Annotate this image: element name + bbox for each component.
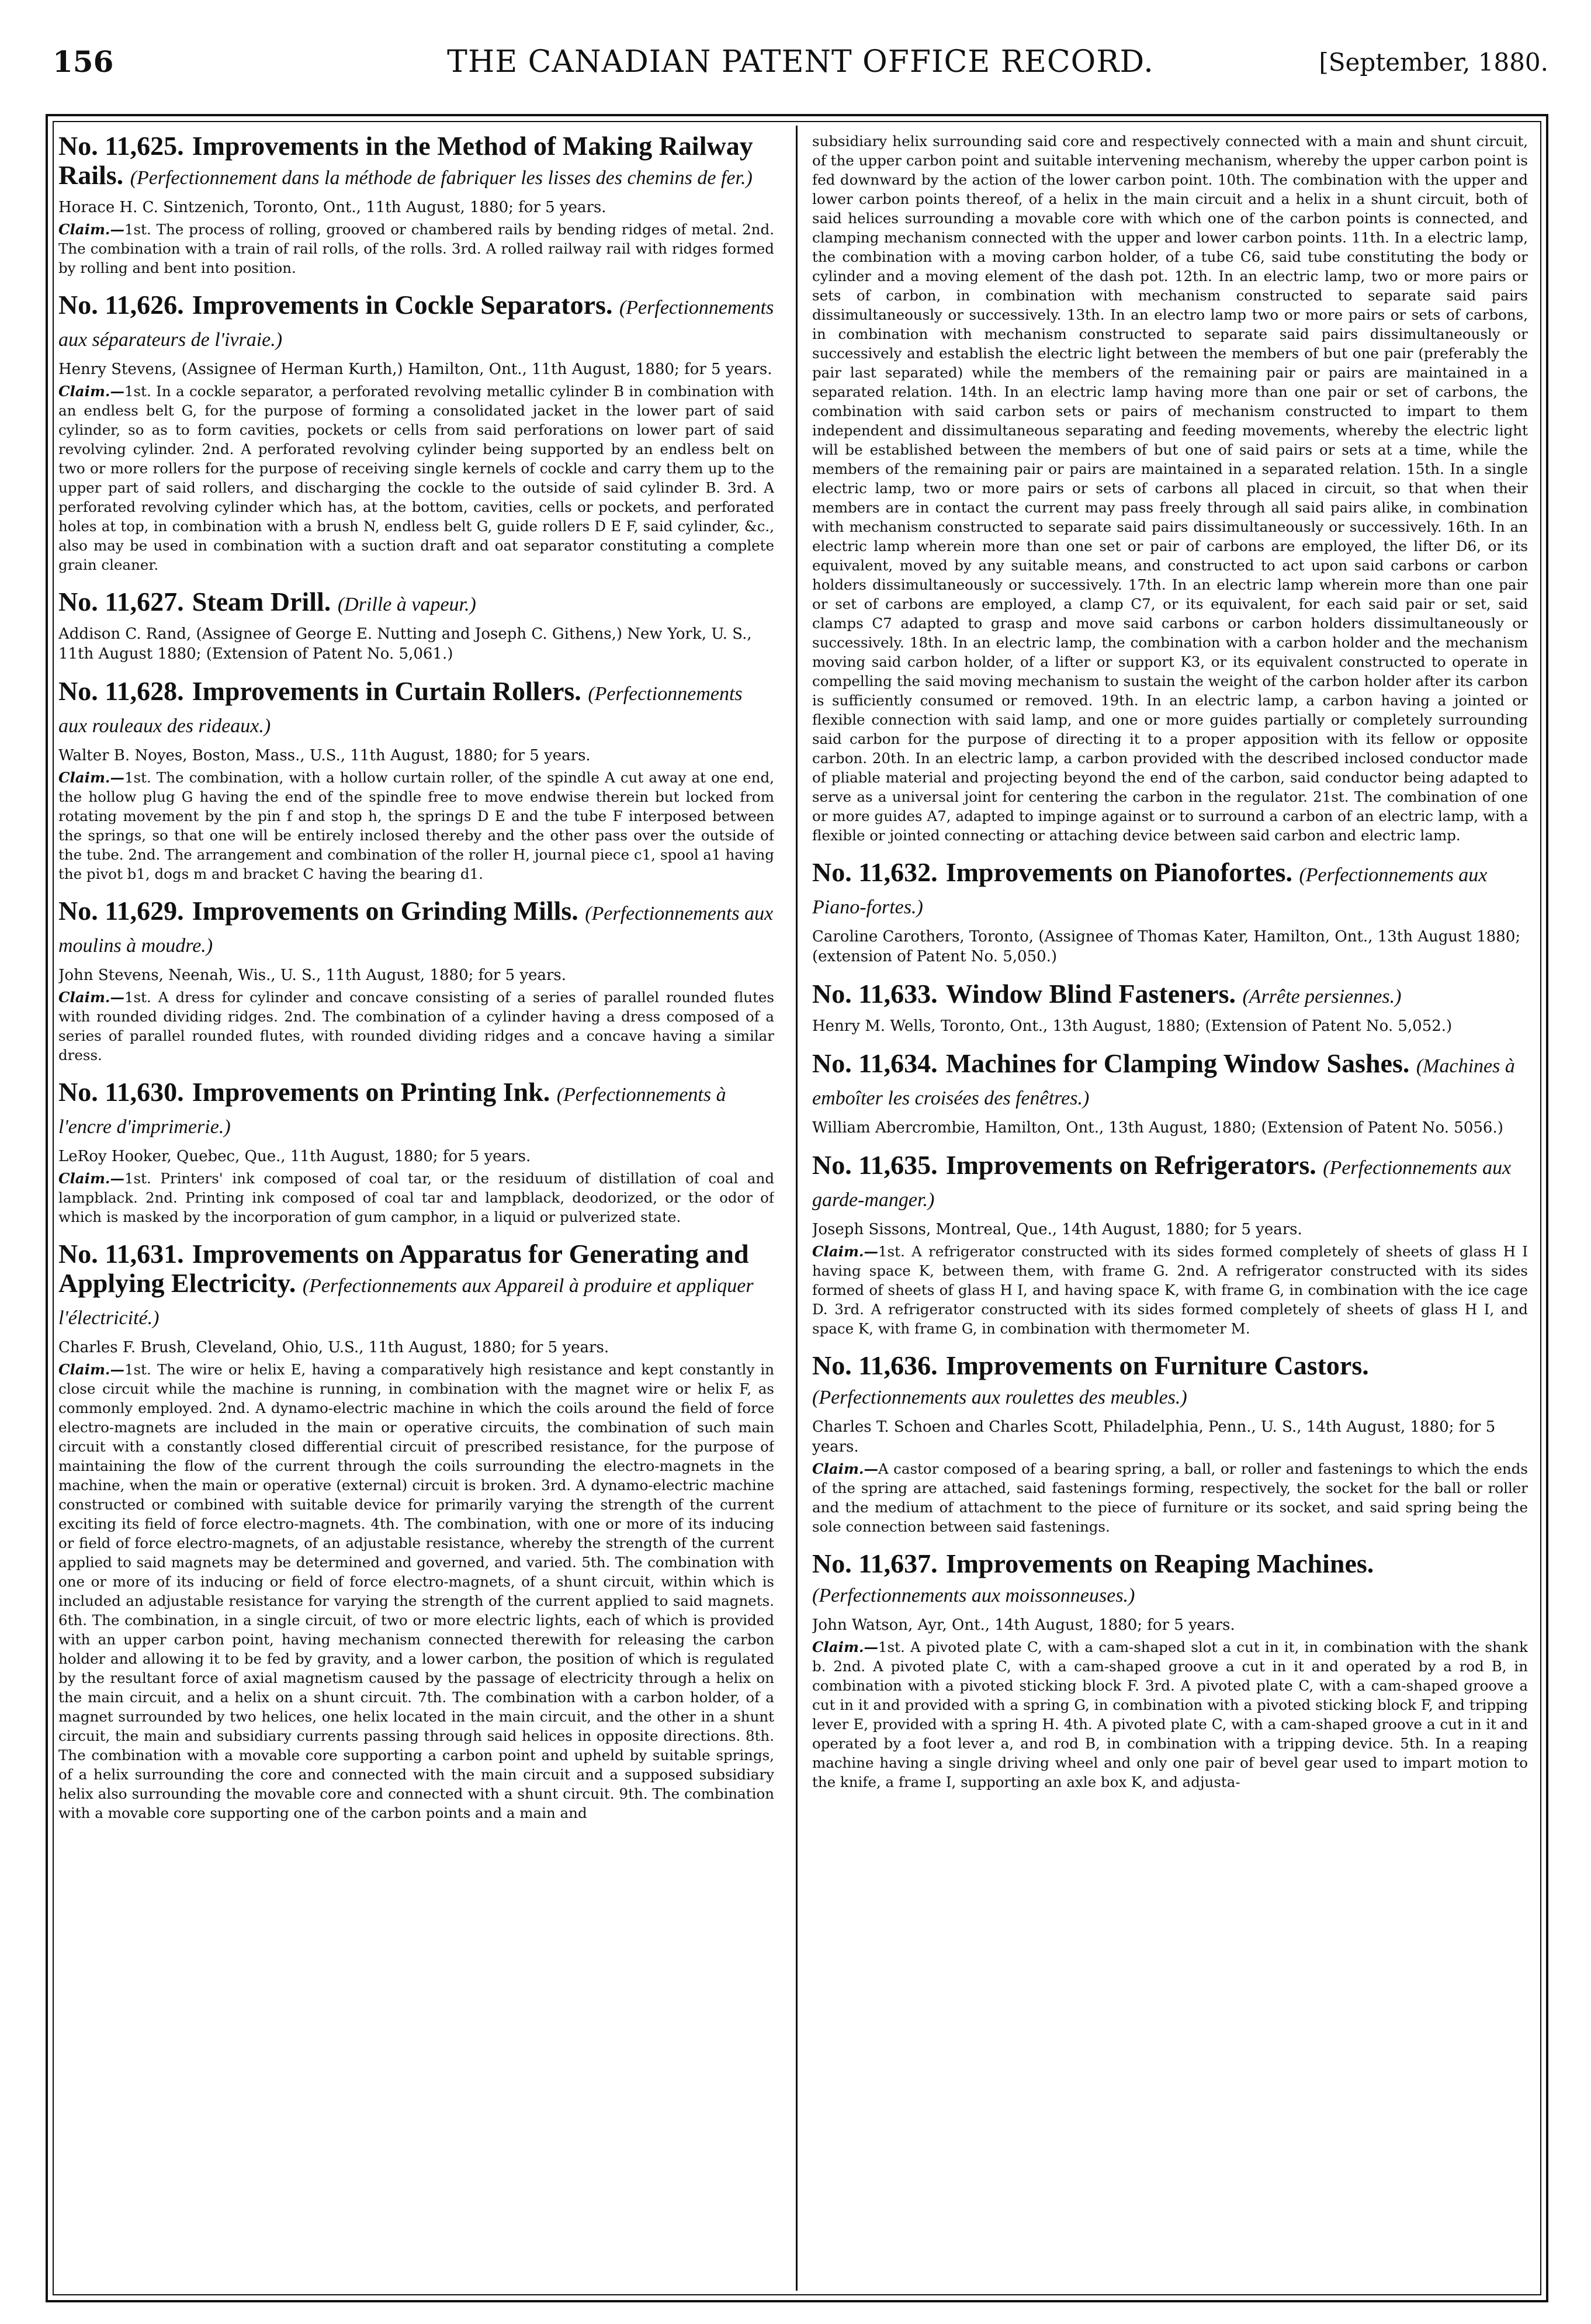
french-title: (Perfectionnements aux moulins à moudre.): [58, 903, 774, 957]
claim-body: 1st. Printers' ink composed of coal tar, or the residuum of distillation of coal and lampblack. 2nd. Printing ink composed of coal tar and lampblack, deodorized, or the odor of which is masked by the incorporation of gum camphor, in a liquid or pulverized state.: [58, 1170, 774, 1225]
patent-entry: [812, 1151, 1528, 1338]
patent-number: No. 11,631.: [58, 1239, 184, 1269]
patent-number: No. 11,629.: [58, 896, 184, 926]
patent-entry: [58, 1078, 774, 1227]
french-title: (Perfectionnement dans la méthode de fabriquer les lisses des chemins de fer.): [130, 167, 753, 189]
claim-body: 1st. A refrigerator constructed with its sides formed completely of sheets of glass H I having space K, between them, with frame G. 2nd. A refrigerator constructed with its sides formed of sheets of glass H I, and having space K, with frame G, in combination with the ice cage D. 3rd. A refrigerator constructed with its sides formed completely of sheets of glass H I, and space K, with frame G, in combination with thermometer M.: [812, 1243, 1528, 1337]
grantee-line: John Stevens, Neenah, Wis., U. S., 11th August, 1880; for 5 years.: [58, 967, 567, 984]
patent-entry: [812, 1549, 1528, 1792]
patent-number: No. 11,628.: [58, 676, 184, 706]
french-title: (Perfectionnements aux rouleaux des rideaux.): [58, 683, 743, 737]
claim-body: 1st. The combination, with a hollow curtain roller, of the spindle A cut away at one end, the hollow plug G having the end of the spindle free to move endwise therein but locked from rotating movement by the pin f and stop h, the springs D E and the tube F interposed between the springs, so that one will be entirely inclosed thereby and the other pass over the outside of the tube. 2nd. The arrangement and combination of the roller H, journal piece c1, spool a1 having the pivot b1, dogs m and bracket C having the bearing d1.: [58, 769, 774, 882]
grantee-line: Horace H. C. Sintzenich, Toronto, Ont., 11th August, 1880; for 5 years.: [58, 199, 606, 216]
french-title: (Arrête persiennes.): [1242, 986, 1402, 1007]
patent-number: No. 11,626.: [58, 290, 184, 320]
patent-title: Improvements on Grinding Mills.: [192, 896, 578, 926]
claim-text: [812, 1242, 1528, 1338]
left-column: [58, 131, 774, 2288]
patent-title: Improvements on Printing Ink.: [192, 1077, 550, 1107]
claim-continuation: subsidiary helix surrounding said core and respectively connected with a main and shunt circuit, of the upper carbon point and suitable intervening mechanism, whereby the upper carbon point is fed downward by the action of the lower carbon point. 10th. The combination with the upper and lower carbon points thereof, of a helix in the main circuit and a helix in a shunt circuit, both of said helices surrounding a movable core with which one of the carbon points is connected, and clamping mechanism connected with the upper and lower carbon points. 11th. In a electric lamp, the combination with a moving carbon holder, of a tube C6, said tube constituting the body or cylinder and a moving element of the dash pot. 12th. In an electric lamp, two or more pairs or sets of carbon, in combination with mechanism constructed to separate said pairs dissimultaneously or successively. 13th. In an electro lamp two or more pairs or sets of carbons, in combination with mechanism constructed to separate said pairs dissimultaneously or successively and establish the electric light between the members of but one pair (preferably the pair last separated) while the members of the remaining pair or pairs are maintained in a separated relation. 14th. In an electric lamp having more than one pair or set of carbons, the combination with said carbon sets or pairs of mechanism constructed to impart to them independent and dissimultaneous separating and feeding movements, whereby the electric light will be established between the members of but one of said pairs or sets at a time, while the members of the remaining pair or pairs are maintained in a separated relation. 15th. In a single electric lamp, two or more pairs or sets of carbons all placed in circuit, so that when their members are in contact the current may pass freely through all said pairs alike, in combination with mechanism constructed to separate said pairs dissimultaneously or successively. 16th. In an electric lamp wherein more than one set or pair of carbons are employed, the lifter D6, or its equivalent, moved by any suitable means, and constructed to act upon said carbons or carbon holders dissimultaneously or successively. 17th. In an electric lamp wherein more than one pair or set of carbons are employed, a clamp C7, or its equivalent, for each said pair or set, said clamps C7 adapted to grasp and move said carbons or carbon holders dissimultaneously or successively. 18th. In an electric lamp, the combination with a carbon holder and the mechanism moving said carbon holder, of a lifter or support K3, or its equivalent constructed to operate in compelling the said moving mechanism to sustain the weight of the carbon holder after its carbon is sufficiently consumed or removed. 19th. In an electric lamp, a carbon having a jointed or flexible connection with said lamp, and one or more guides partially or completely surrounding said carbon for the purpose of directing it to a proper apposition with its fellow or opposite carbon. 20th. In an electric lamp, a carbon provided with the described inclosed conductor made of pliable material and projecting beyond the end of the carbon, said conductor being adapted to serve as a universal joint for centering the carbon in the regulator. 21st. The combination of one or more guides A7, adapted to impinge against or to surround a carbon of an electric lamp, with a flexible or jointed connecting or attaching device between said carbon and electric lamp.: [812, 133, 1528, 844]
patent-heading: [58, 290, 774, 355]
patent-heading: [812, 1549, 1528, 1610]
grantee-line: Joseph Sissons, Montreal, Que., 14th August, 1880; for 5 years.: [812, 1221, 1302, 1238]
patent-title: Improvements on Apparatus for Generating and Applying Electricity.: [58, 1239, 749, 1298]
patent-number: No. 11,630.: [58, 1077, 184, 1107]
patent-title: Improvements on Refrigerators.: [945, 1150, 1316, 1180]
claim-text: [812, 1459, 1528, 1536]
patent-title: Machines for Clamping Window Sashes.: [945, 1048, 1410, 1078]
patent-entry: [812, 979, 1528, 1036]
grantee-line: Henry M. Wells, Toronto, Ont., 13th August, 1880; (Extension of Patent No. 5,052.): [812, 1017, 1453, 1035]
french-title: (Perfectionnements à l'encre d'imprimerie.): [58, 1084, 726, 1138]
claim-label: Claim.—: [58, 769, 124, 786]
page-header: [53, 41, 1548, 82]
patent-entry: [58, 290, 774, 574]
patent-heading: [58, 896, 774, 961]
patent-entry: [58, 1239, 774, 1823]
patent-title: Window Blind Fasteners.: [945, 979, 1236, 1009]
patent-entry: [58, 896, 774, 1065]
patent-number: No. 11,634.: [812, 1048, 938, 1078]
patent-heading: [58, 587, 774, 619]
patent-number: No. 11,637.: [812, 1549, 938, 1578]
french-title: (Perfectionnements aux garde-manger.): [812, 1157, 1512, 1211]
patent-title: Steam Drill.: [192, 587, 331, 616]
claim-text: [58, 1360, 774, 1823]
patent-entry: [812, 1049, 1528, 1138]
grantee-line: Walter B. Noyes, Boston, Mass., U.S., 11th August, 1880; for 5 years.: [58, 747, 591, 764]
patent-number: No. 11,633.: [812, 979, 938, 1009]
claim-label: Claim.—: [812, 1243, 878, 1260]
column-divider: [796, 126, 798, 2291]
patent-title: Improvements on Furniture Castors.: [945, 1350, 1369, 1380]
patent-heading: [812, 979, 1528, 1012]
patent-heading: [58, 1078, 774, 1142]
claim-text: [58, 382, 774, 574]
patent-title: Improvements on Reaping Machines.: [945, 1549, 1374, 1578]
claim-body: 1st. The process of rolling, grooved or chambered rails by bending ridges of metal. 2nd. The combination with a train of rail rolls, of the rolls. 3rd. A rolled railway rail with ridges formed by rolling and bent into position.: [58, 221, 774, 276]
patent-number: No. 11,636.: [812, 1350, 938, 1380]
patent-entry: [58, 677, 774, 884]
grantee-line: Henry Stevens, (Assignee of Herman Kurth,) Hamilton, Ont., 11th August, 1880; for 5 years.: [58, 361, 772, 378]
claim-text: [58, 220, 774, 278]
french-title: (Perfectionnements aux roulettes des meubles.): [812, 1387, 1187, 1408]
grantee-line: William Abercrombie, Hamilton, Ont., 13th August, 1880; (Extension of Patent No. 5056.): [812, 1119, 1503, 1137]
claim-body: 1st. The wire or helix E, having a comparatively high resistance and kept constantly in close circuit while the machine is running, in combination with the magnet wire or helix F, as commonly employed. 2nd. A dynamo-electric machine in which the coils around the field of force electro-magnets are included in the main or operative circuits, the combination of such main circuit with a constantly closed differential circuit of prescribed resistance, for the purpose of maintaining the flow of the current through the coils surrounding the electro-magnets in the machine, when the main or operative (external) circuit is broken. 3rd. A dynamo-electric machine constructed or combined with suitable device for primarily varying the strength of the current exciting its field of force electro-magnets. 4th. The combination, with one or more of its inducing or field of force electro-magnets, of an adjustable resistance, whereby the strength of the current applied to said magnets may be determined and governed, and varied. 5th. The combination with one or more of its inducing or field of force electro-magnets, of a shunt circuit, within which is included an adjustable resistance for varying the strength of the current applied to said magnets. 6th. The combination, in a single circuit, of two or more electric lights, each of which is provided with an upper carbon point, having mechanism connected therewith for releasing the carbon holder and allowing it to be fed by gravity, and a lower carbon, the position of which is regulated by the resultant force of axial magnetism caused by the passage of electricity through a helix on the main circuit, and a helix on a shunt circuit. 7th. The combination with a carbon holder, of a magnet surrounded by two helices, one helix located in the main circuit, and the other in a shunt circuit, the main and subsidiary currents passing through said helices in opposite directions. 8th. The combination with a movable core supporting a carbon point and upheld by suitable springs, of a helix surrounding the core and connected with the main circuit and a supposed subsidiary helix also surrounding the movable core and connected with a shunt circuit. 9th. The combination with a movable core supporting one of the carbon points and a main and: [58, 1361, 774, 1821]
claim-text: [58, 768, 774, 884]
claim-label: Claim.—: [58, 1170, 124, 1187]
patent-entry: [812, 858, 1528, 967]
issue-date: [September, 1880.: [1319, 48, 1548, 77]
claim-body: 1st. A dress for cylinder and concave consisting of a series of parallel rounded flutes with rounded dividing ridges. 2nd. The combination of a cylinder having a dress composed of a series of parallel rounded flutes, with rounded dividing ridges and a concave having a similar dress.: [58, 989, 774, 1064]
patent-number: No. 11,635.: [812, 1150, 938, 1180]
patent-title: Improvements on Pianofortes.: [945, 857, 1292, 887]
patent-number: No. 11,627.: [58, 587, 184, 616]
claim-text: [58, 988, 774, 1065]
patent-number: No. 11,632.: [812, 857, 938, 887]
patent-title: Improvements in the Method of Making Railway Rails.: [58, 131, 753, 190]
patent-number: No. 11,625.: [58, 131, 184, 161]
patent-heading: [812, 1151, 1528, 1215]
patent-title: Improvements in Cockle Separators.: [192, 290, 613, 320]
claim-label: Claim.—: [58, 1361, 124, 1378]
patent-heading: [812, 1351, 1528, 1412]
french-title: (Perfectionnements aux moissonneuses.): [812, 1585, 1135, 1606]
claim-body: 1st. In a cockle separator, a perforated revolving metallic cylinder B in combination with an endless belt G, for the purpose of forming a consolidated jacket in the lower part of said cylinder, so as to form cavities, pockets or cells from said perforations on lower part of said revolving cylinder. 2nd. A perforated revolving cylinder being supported by an endless belt on two or more rollers for the purpose of receiving single kernels of cockle and carry them up to the upper part of said rollers, and discharging the cockle to the outside of said cylinder B. 3rd. A perforated revolving cylinder which has, at the bottom, cavities, cells or pockets, and perforated holes at top, in combination with a brush N, endless belt G, guide rollers D E F, said cylinder, &c., also may be used in combination with a suction draft and oat separator constituting a complete grain cleaner.: [58, 383, 774, 573]
page-number: 156: [53, 44, 114, 79]
grantee-line: John Watson, Ayr, Ont., 14th August, 1880; for 5 years.: [812, 1616, 1235, 1634]
grantee-line: Charles T. Schoen and Charles Scott, Philadelphia, Penn., U. S., 14th August, 1880; for 5 years.: [812, 1418, 1496, 1456]
grantee-line: LeRoy Hooker, Quebec, Que., 11th August, 1880; for 5 years.: [58, 1148, 531, 1165]
claim-label: Claim.—: [812, 1460, 878, 1477]
french-title: (Perfectionnements aux séparateurs de l'ivraie.): [58, 297, 774, 351]
patent-entry: [58, 587, 774, 664]
patent-heading: [58, 1239, 774, 1333]
french-title: (Drille à vapeur.): [337, 594, 476, 615]
patent-entry: [812, 1351, 1528, 1536]
patent-heading: [58, 131, 774, 193]
patent-heading: [58, 677, 774, 741]
claim-body: 1st. A pivoted plate C, with a cam-shaped slot a cut in it, in combination with the shank b. 2nd. A pivoted plate C, with a cam-shaped groove a cut in it and operated by a rod B, in combination with a pivoted sticking block F. 3rd. A pivoted plate C, with a cam-shaped groove a cut in it and provided with a spring G, in combination with a pivoted sticking block F, and tripping lever E, provided with a spring H. 4th. A pivoted plate C, with a cam-shaped groove a cut in it and operated by a foot lever a, and rod B, in combination with a tripping device. 5th. In a reaping machine having a single driving wheel and only one pair of bevel gear used to impart motion to the knife, a frame I, supporting an axle box K, and adjusta-: [812, 1639, 1528, 1790]
claim-label: Claim.—: [812, 1639, 878, 1655]
claim-label: Claim.—: [58, 989, 124, 1006]
french-title: (Machines à emboîter les croisées des fenêtres.): [812, 1055, 1515, 1109]
grantee-line: Addison C. Rand, (Assignee of George E. Nutting and Joseph C. Githens,) New York, U. S., 11th August 1880; (Extension of Patent No. 5,061.): [58, 625, 752, 663]
patent-entry: [58, 131, 774, 278]
right-column-entries: [812, 858, 1528, 1792]
patent-title: Improvements in Curtain Rollers.: [192, 676, 581, 706]
grantee-line: Caroline Carothers, Toronto, (Assignee of Thomas Kater, Hamilton, Ont., 13th August 1880; (extension of Patent No. 5,050.): [812, 928, 1521, 965]
patent-heading: [812, 858, 1528, 922]
claim-text: [812, 1637, 1528, 1792]
patent-heading: [812, 1049, 1528, 1113]
journal-title: THE CANADIAN PATENT OFFICE RECORD.: [447, 44, 1154, 79]
claim-body: A castor composed of a bearing spring, a ball, or roller and fastenings to which the ends of the spring are attached, said fastenings forming, respectively, the socket for the ball or roller and the medium of attachment to the piece of furniture or its socket, and said spring being the sole connection between said fastenings.: [812, 1460, 1528, 1535]
grantee-line: Charles F. Brush, Cleveland, Ohio, U.S., 11th August, 1880; for 5 years.: [58, 1339, 609, 1356]
claim-label: Claim.—: [58, 383, 124, 400]
french-title: (Perfectionnements aux Piano-fortes.): [812, 864, 1488, 918]
claim-label: Claim.—: [58, 221, 124, 238]
right-column: [812, 131, 1528, 2288]
french-title: (Perfectionnements aux Appareil à produire et appliquer l'électricité.): [58, 1275, 754, 1329]
claim-text: [58, 1169, 774, 1227]
